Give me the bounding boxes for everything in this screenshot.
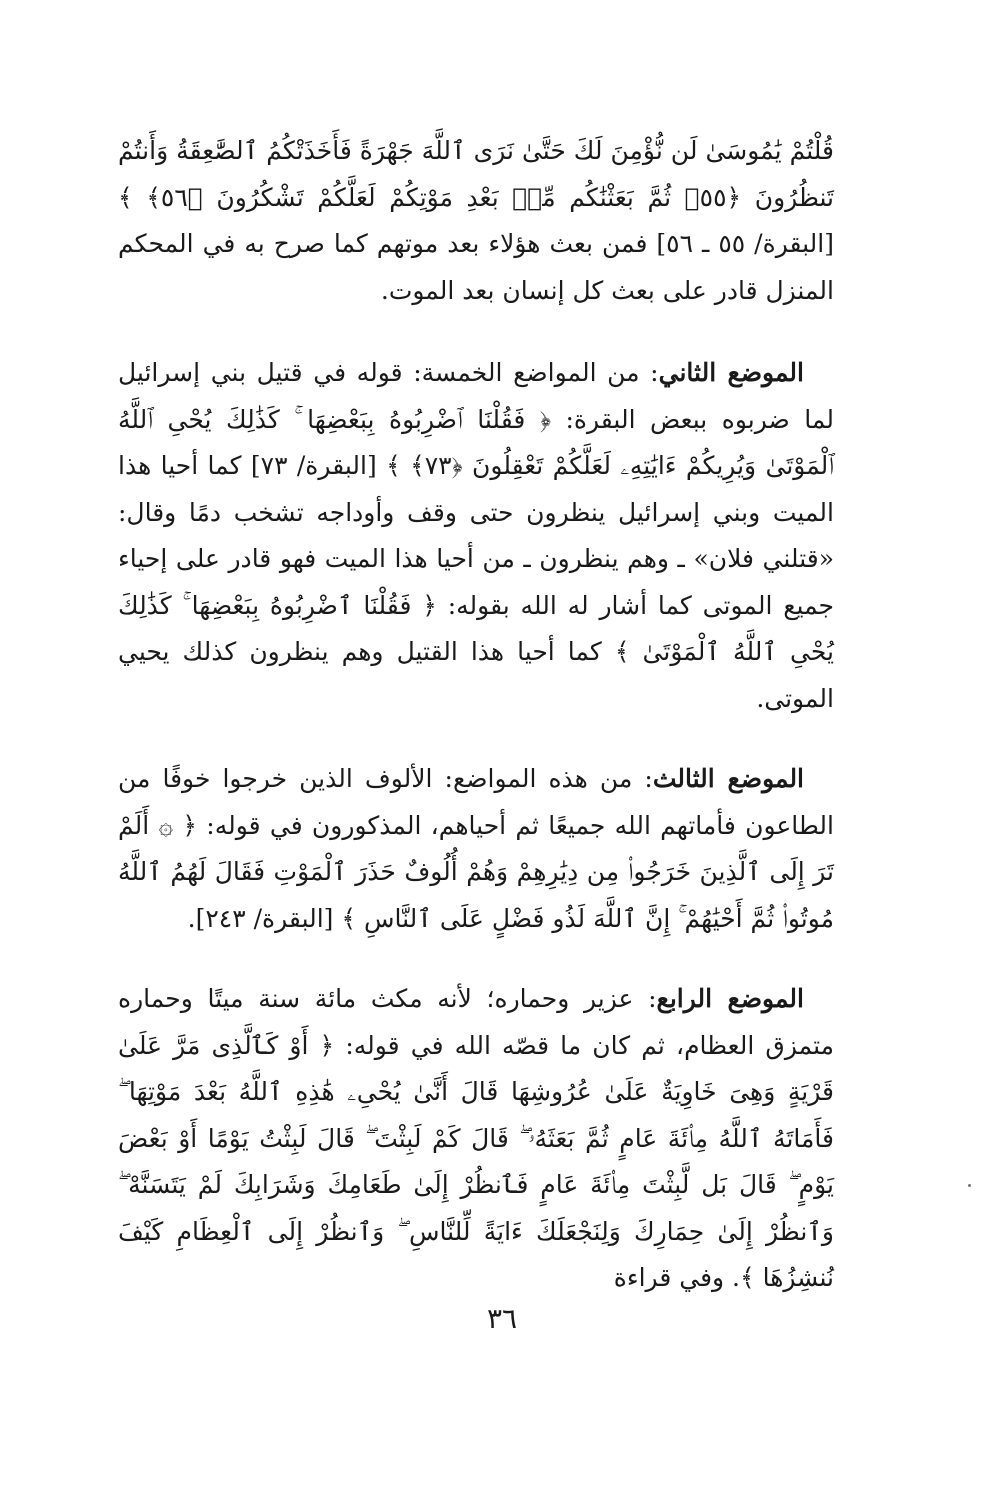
paragraph-2-text: : من المواضع الخمسة: قوله في قتيل بني إسرائيل لما ضربوه ببعض البقرة: ﴿ فَقُلْنَا ٱضْرِبُوهُ بِبَعْضِهَا ۚ كَذَٰلِكَ يُحْىِ ٱللَّهُ ٱلْمَوْتَىٰ وَيُرِيكُمْ ءَايَٰتِهِۦ لَعَلَّكُمْ تَعْقِلُونَ ﴿٧٣﴾ ﴾ [البقرة/ ٧٣] كما أحيا هذا الميت وبني إسرائيل ينظرون حتى وقف وأوداجه تشخب دمًا وقال: «قتلني فلان» ـ وهم ينظرون ـ من أحيا هذا الميت فهو قادر على إحياء جميع الموتى كما أشار له الله بقوله: ﴿ فَقُلْنَا ٱضْرِبُوهُ بِبَعْضِهَا ۚ كَذَٰلِكَ يُحْىِ ٱللَّهُ ٱلْمَوْتَىٰ ﴾ كما أحيا هذا القتيل وهم ينظرون كذلك يحيي الموتى. [118, 358, 834, 713]
paragraph-1-text: قُلْتُمْ يَٰمُوسَىٰ لَن نُّؤْمِنَ لَكَ حَتَّىٰ نَرَى ٱللَّهَ جَهْرَةً فَأَخَذَتْكُمُ ٱلصَّٰعِقَةُ وَأَنتُمْ تَنظُرُونَ ﴿٥٥﴾ ثُمَّ بَعَثْنَٰكُم مِّنۢ بَعْدِ مَوْتِكُمْ لَعَلَّكُمْ تَشْكُرُونَ ﴿٥٦﴾ ﴾ [البقرة/ ٥٥ ـ ٥٦] فمن بعث هؤلاء بعد موتهم كما صرح به في المحكم المنزل قادر على بعث كل إنسان بعد الموت. [118, 136, 834, 305]
paragraph-2-heading: الموضع الثاني [658, 358, 804, 387]
paragraph-4 [118, 976, 834, 1302]
paragraph-3-text: : من هذه المواضع: الألوف الذين خرجوا خوفًا من الطاعون فأماتهم الله جميعًا ثم أحياهم، المذكورون في قوله: ﴿ ۞ أَلَمْ تَرَ إِلَى ٱلَّذِينَ خَرَجُوا۟ مِن دِيَٰرِهِمْ وَهُمْ أُلُوفٌ حَذَرَ ٱلْمَوْتِ فَقَالَ لَهُمُ ٱللَّهُ مُوتُوا۟ ثُمَّ أَحْيَٰهُمْ ۚ إِنَّ ٱللَّهَ لَذُو فَضْلٍ عَلَى ٱلنَّاسِ ﴾ [البقرة/ ٢٤٣]. [118, 764, 834, 933]
page-body [118, 128, 834, 1336]
paragraph-4-text: : عزير وحماره؛ لأنه مكث مائة سنة ميتًا وحماره متمزق العظام، ثم كان ما قصّه الله في قوله: ﴿ أَوْ كَٱلَّذِى مَرَّ عَلَىٰ قَرْيَةٍ وَهِىَ خَاوِيَةٌ عَلَىٰ عُرُوشِهَا قَالَ أَنَّىٰ يُحْىِۦ هَٰذِهِ ٱللَّهُ بَعْدَ مَوْتِهَا ۖ فَأَمَاتَهُ ٱللَّهُ مِا۟ئَةَ عَامٍ ثُمَّ بَعَثَهُۥ ۖ قَالَ كَمْ لَبِثْتَ ۖ قَالَ لَبِثْتُ يَوْمًا أَوْ بَعْضَ يَوْمٍ ۖ قَالَ بَل لَّبِثْتَ مِا۟ئَةَ عَامٍ فَٱنظُرْ إِلَىٰ طَعَامِكَ وَشَرَابِكَ لَمْ يَتَسَنَّهْ ۖ وَٱنظُرْ إِلَىٰ حِمَارِكَ وَلِنَجْعَلَكَ ءَايَةً لِّلنَّاسِ ۖ وَٱنظُرْ إِلَى ٱلْعِظَامِ كَيْفَ نُنشِزُهَا ﴾. وفي قراءة [118, 984, 834, 1292]
paragraph-3-heading: الموضع الثالث [652, 764, 805, 793]
paragraph-1 [118, 128, 834, 314]
paragraph-3 [118, 756, 834, 942]
paragraph-2 [118, 350, 834, 722]
scan-speck [968, 1184, 971, 1187]
paragraph-4-heading: الموضع الرابع [656, 984, 804, 1013]
page-number: ٣٦ [486, 1302, 518, 1335]
